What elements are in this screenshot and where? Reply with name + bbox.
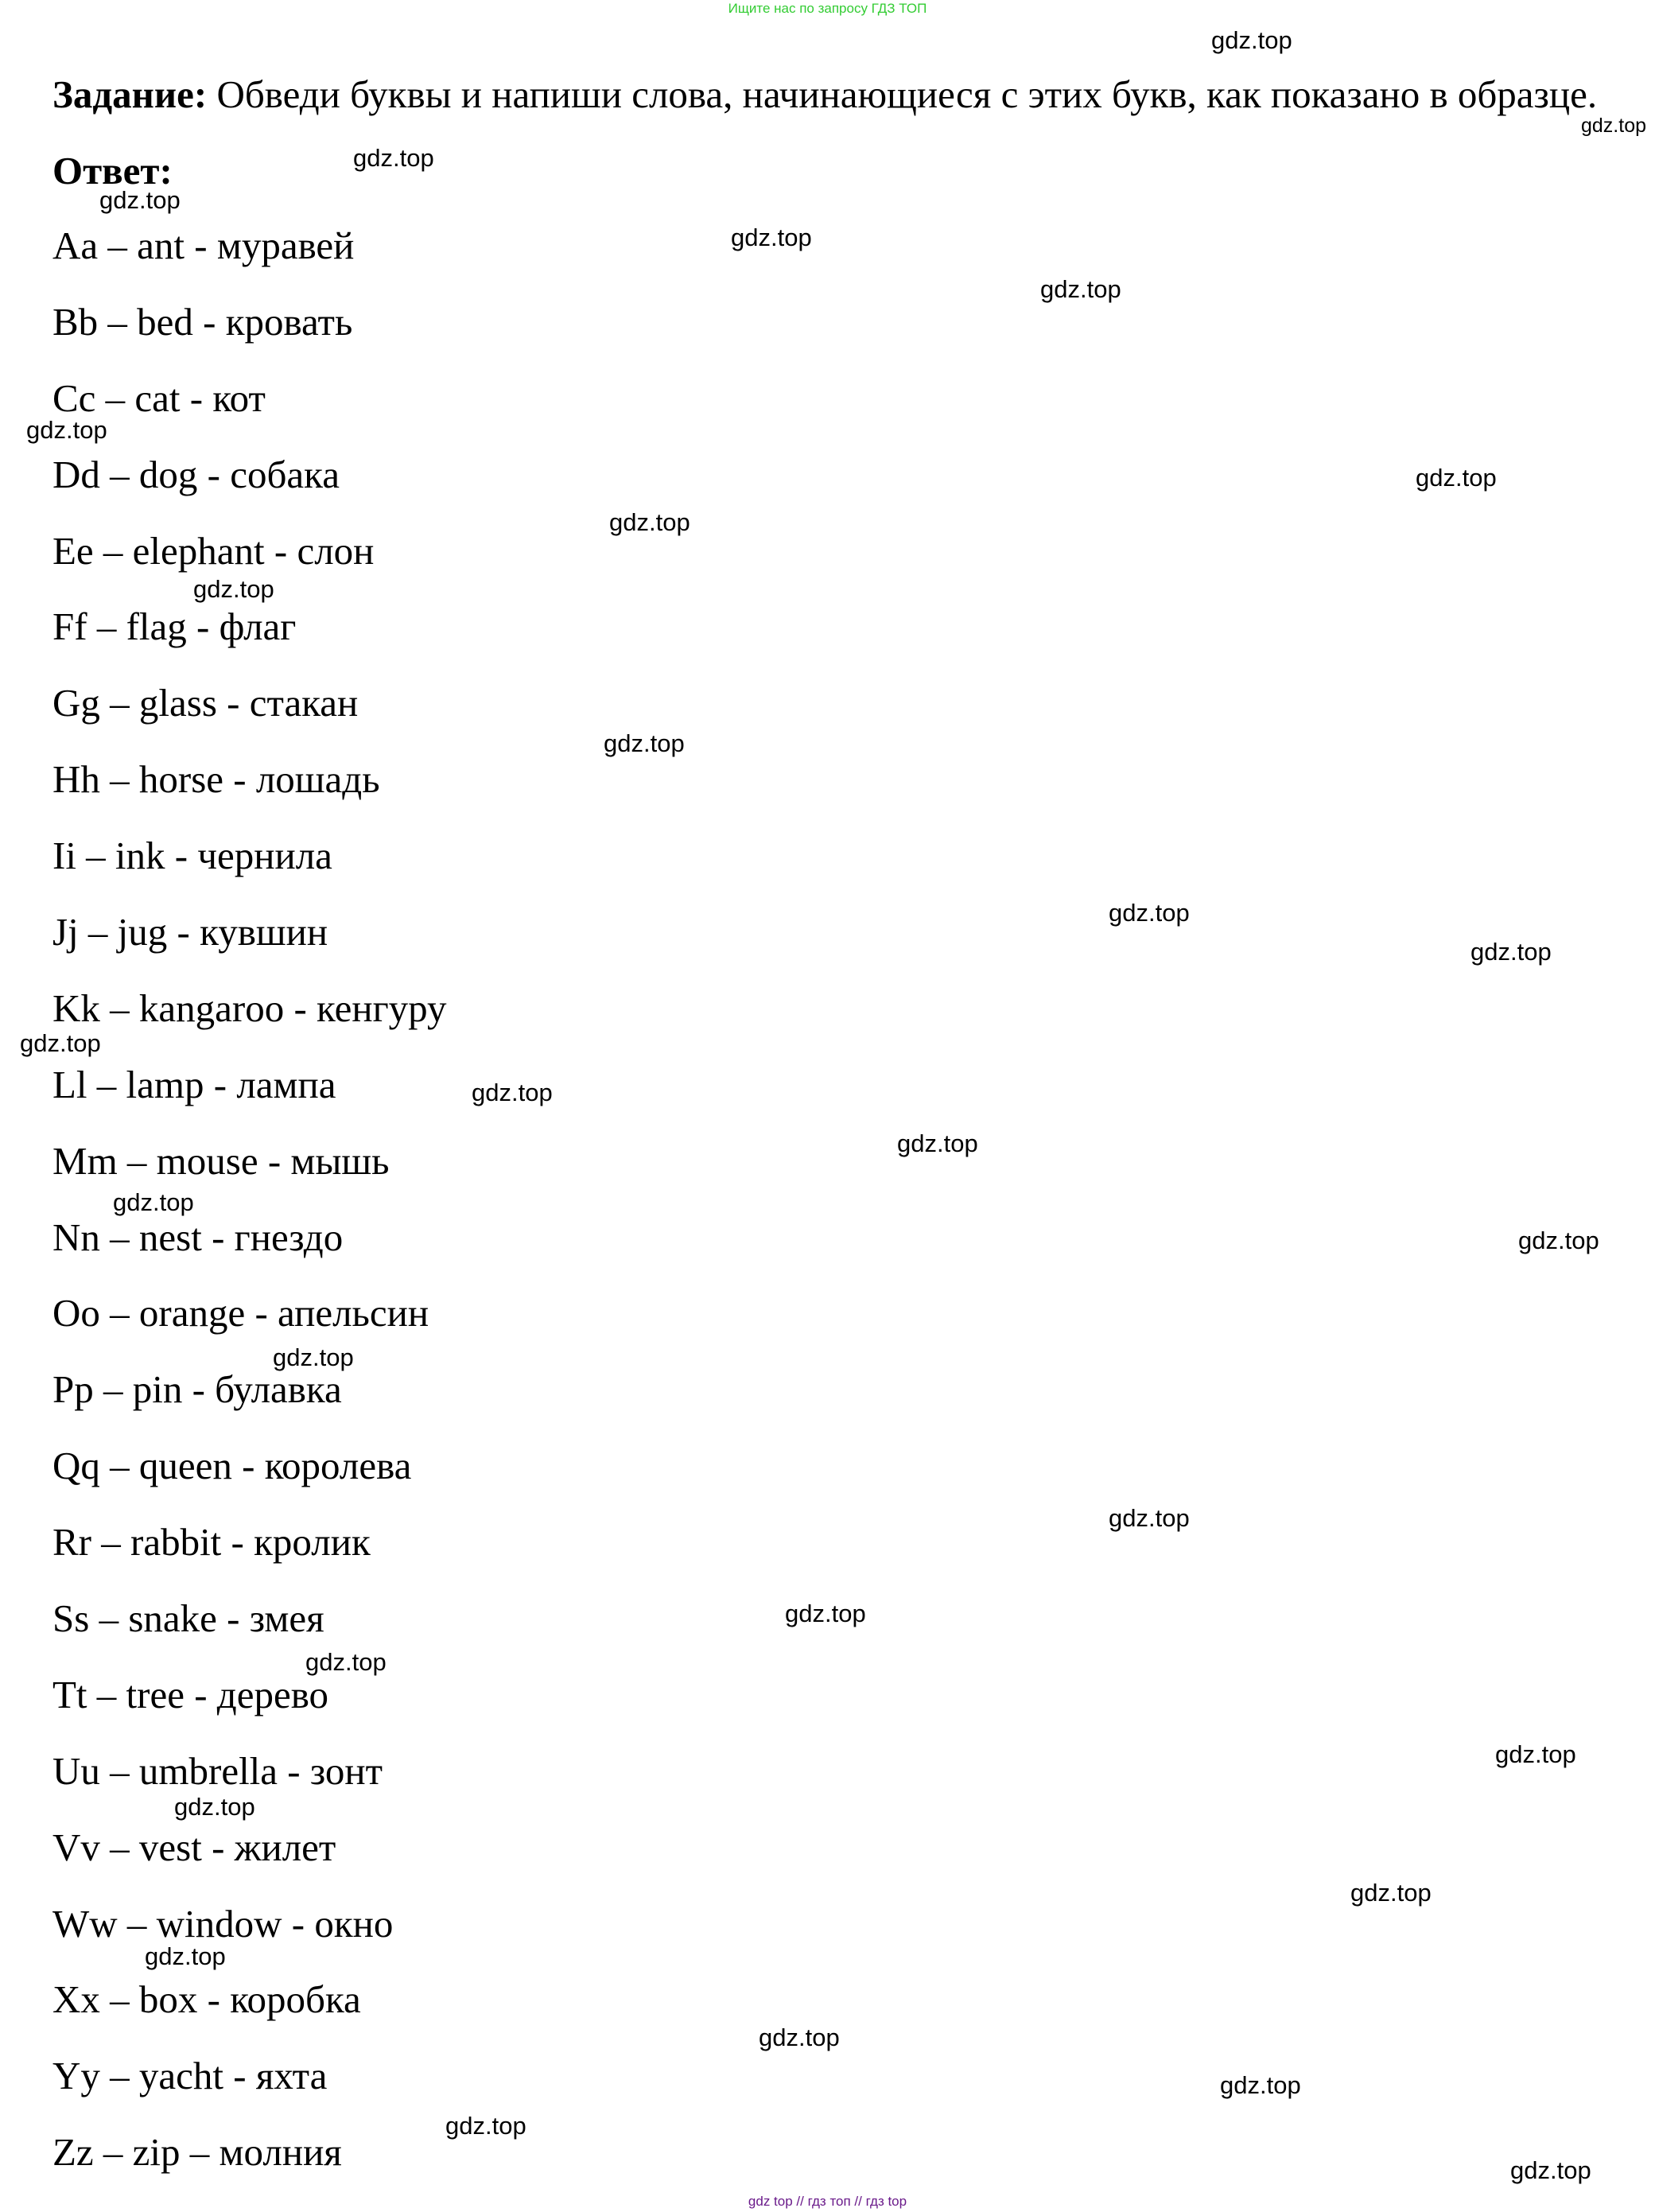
list-item: Uu – umbrella - зонт (52, 1748, 383, 1793)
task-label: Задание: (52, 72, 208, 116)
answer-heading: Ответ: (52, 149, 173, 192)
watermark: gdz.top (1416, 464, 1497, 492)
watermark: gdz.top (1211, 26, 1292, 54)
watermark: gdz.top (113, 1188, 194, 1216)
watermark: gdz.top (897, 1129, 978, 1157)
watermark: gdz.top (353, 144, 434, 172)
task-statement (52, 70, 1651, 119)
list-item: Dd – dog - собака (52, 452, 340, 496)
watermark: gdz.top (273, 1343, 354, 1371)
list-item: Xx – box - коробка (52, 1977, 361, 2022)
list-item: Hh – horse - лошадь (52, 757, 380, 802)
watermark: gdz.top (193, 575, 274, 603)
watermark: gdz.top (472, 1079, 553, 1106)
list-item: Gg – glass - стакан (52, 681, 359, 725)
watermark: gdz.top (305, 1648, 387, 1676)
watermark: gdz.top (759, 2023, 840, 2051)
alphabet-list (52, 221, 447, 2204)
list-item: Bb – bed - кровать (52, 299, 353, 344)
watermark: gdz.top (785, 1600, 866, 1627)
watermark: gdz.top (1518, 1227, 1599, 1254)
list-item: Ee – elephant - слон (52, 528, 375, 573)
list-item: Nn – nest - гнездо (52, 1215, 344, 1259)
list-item: Pp – pin - булавка (52, 1367, 342, 1412)
list-item: Ii – ink - чернила (52, 834, 332, 878)
list-item: Ss – snake - змея (52, 1596, 324, 1641)
watermark: gdz.top (731, 224, 812, 251)
watermark: gdz.top (1510, 2156, 1591, 2184)
list-item: Zz – zip – молния (52, 2130, 342, 2175)
top-banner: Ищите нас по запросу ГДЗ ТОП (728, 1, 927, 16)
watermark: gdz.top (1350, 1879, 1432, 1907)
list-item: Rr – rabbit - кролик (52, 1520, 371, 1565)
watermark: gdz.top (145, 1942, 226, 1970)
list-item: Tt – tree - дерево (52, 1672, 329, 1716)
list-item: Oo – orange - апельсин (52, 1291, 429, 1335)
watermark: gdz.top (1470, 938, 1552, 966)
watermark: gdz.top (445, 2112, 526, 2140)
list-item: Qq – queen - королева (52, 1444, 412, 1488)
watermark: gdz.top (99, 186, 181, 214)
list-item: Aa – ant - муравей (52, 224, 355, 267)
watermark: gdz.top (1581, 115, 1647, 137)
list-item: Ll – lamp - лампа (52, 1062, 336, 1106)
watermark: gdz.top (26, 416, 107, 444)
list-item: Yy – yacht - яхта (52, 2054, 328, 2098)
watermark: gdz.top (174, 1793, 255, 1821)
list-item: Jj – jug - кувшин (52, 910, 328, 954)
watermark: gdz.top (1220, 2071, 1301, 2099)
watermark: gdz.top (1495, 1740, 1576, 1768)
watermark: gdz.top (20, 1029, 101, 1057)
watermark: gdz.top (609, 508, 690, 536)
watermark: gdz.top (1109, 899, 1190, 927)
list-item: Vv – vest - жилет (52, 1825, 336, 1869)
list-item: Cc – cat - кот (52, 375, 266, 420)
task-text: Обведи буквы и напиши слова, начинающиеся с этих букв, как показано в образце. (216, 72, 1598, 116)
footer-watermark: gdz top // гдз топ // гдз top (748, 2194, 907, 2209)
list-item: Kk – kangaroo - кенгуру (52, 985, 447, 1030)
list-item: Mm – mouse - мышь (52, 1138, 390, 1183)
list-item: Ff – flag - флаг (52, 605, 297, 649)
watermark: gdz.top (1040, 275, 1121, 303)
list-item: Ww – window - окно (52, 1901, 394, 1946)
watermark: gdz.top (1109, 1504, 1190, 1532)
watermark: gdz.top (604, 729, 685, 757)
